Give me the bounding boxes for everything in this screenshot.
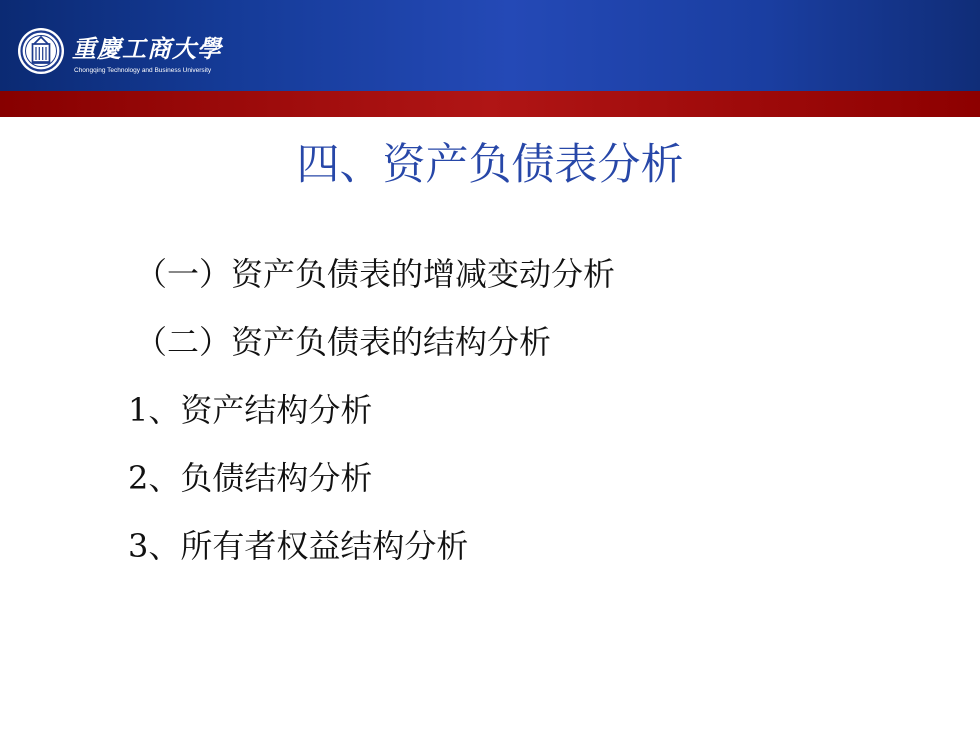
- outline-item: 1、资产结构分析: [128, 391, 373, 429]
- outline-item: 2、负债结构分析: [128, 459, 373, 497]
- university-seal-icon: [16, 26, 66, 76]
- outline-list: [128, 244, 735, 574]
- university-english-name: Chongqing Technology and Business University: [74, 67, 212, 74]
- outline-item: （二）资产负债表的结构分析: [135, 323, 552, 361]
- university-logo: [16, 26, 222, 82]
- university-name: 重慶工商大學: [72, 34, 222, 63]
- header-accent-bar: [0, 91, 980, 117]
- outline-item: （一）资产负债表的增减变动分析: [135, 255, 616, 293]
- outline-item: 3、所有者权益结构分析: [128, 527, 469, 565]
- slide-title: 四、资产负债表分析: [296, 140, 684, 190]
